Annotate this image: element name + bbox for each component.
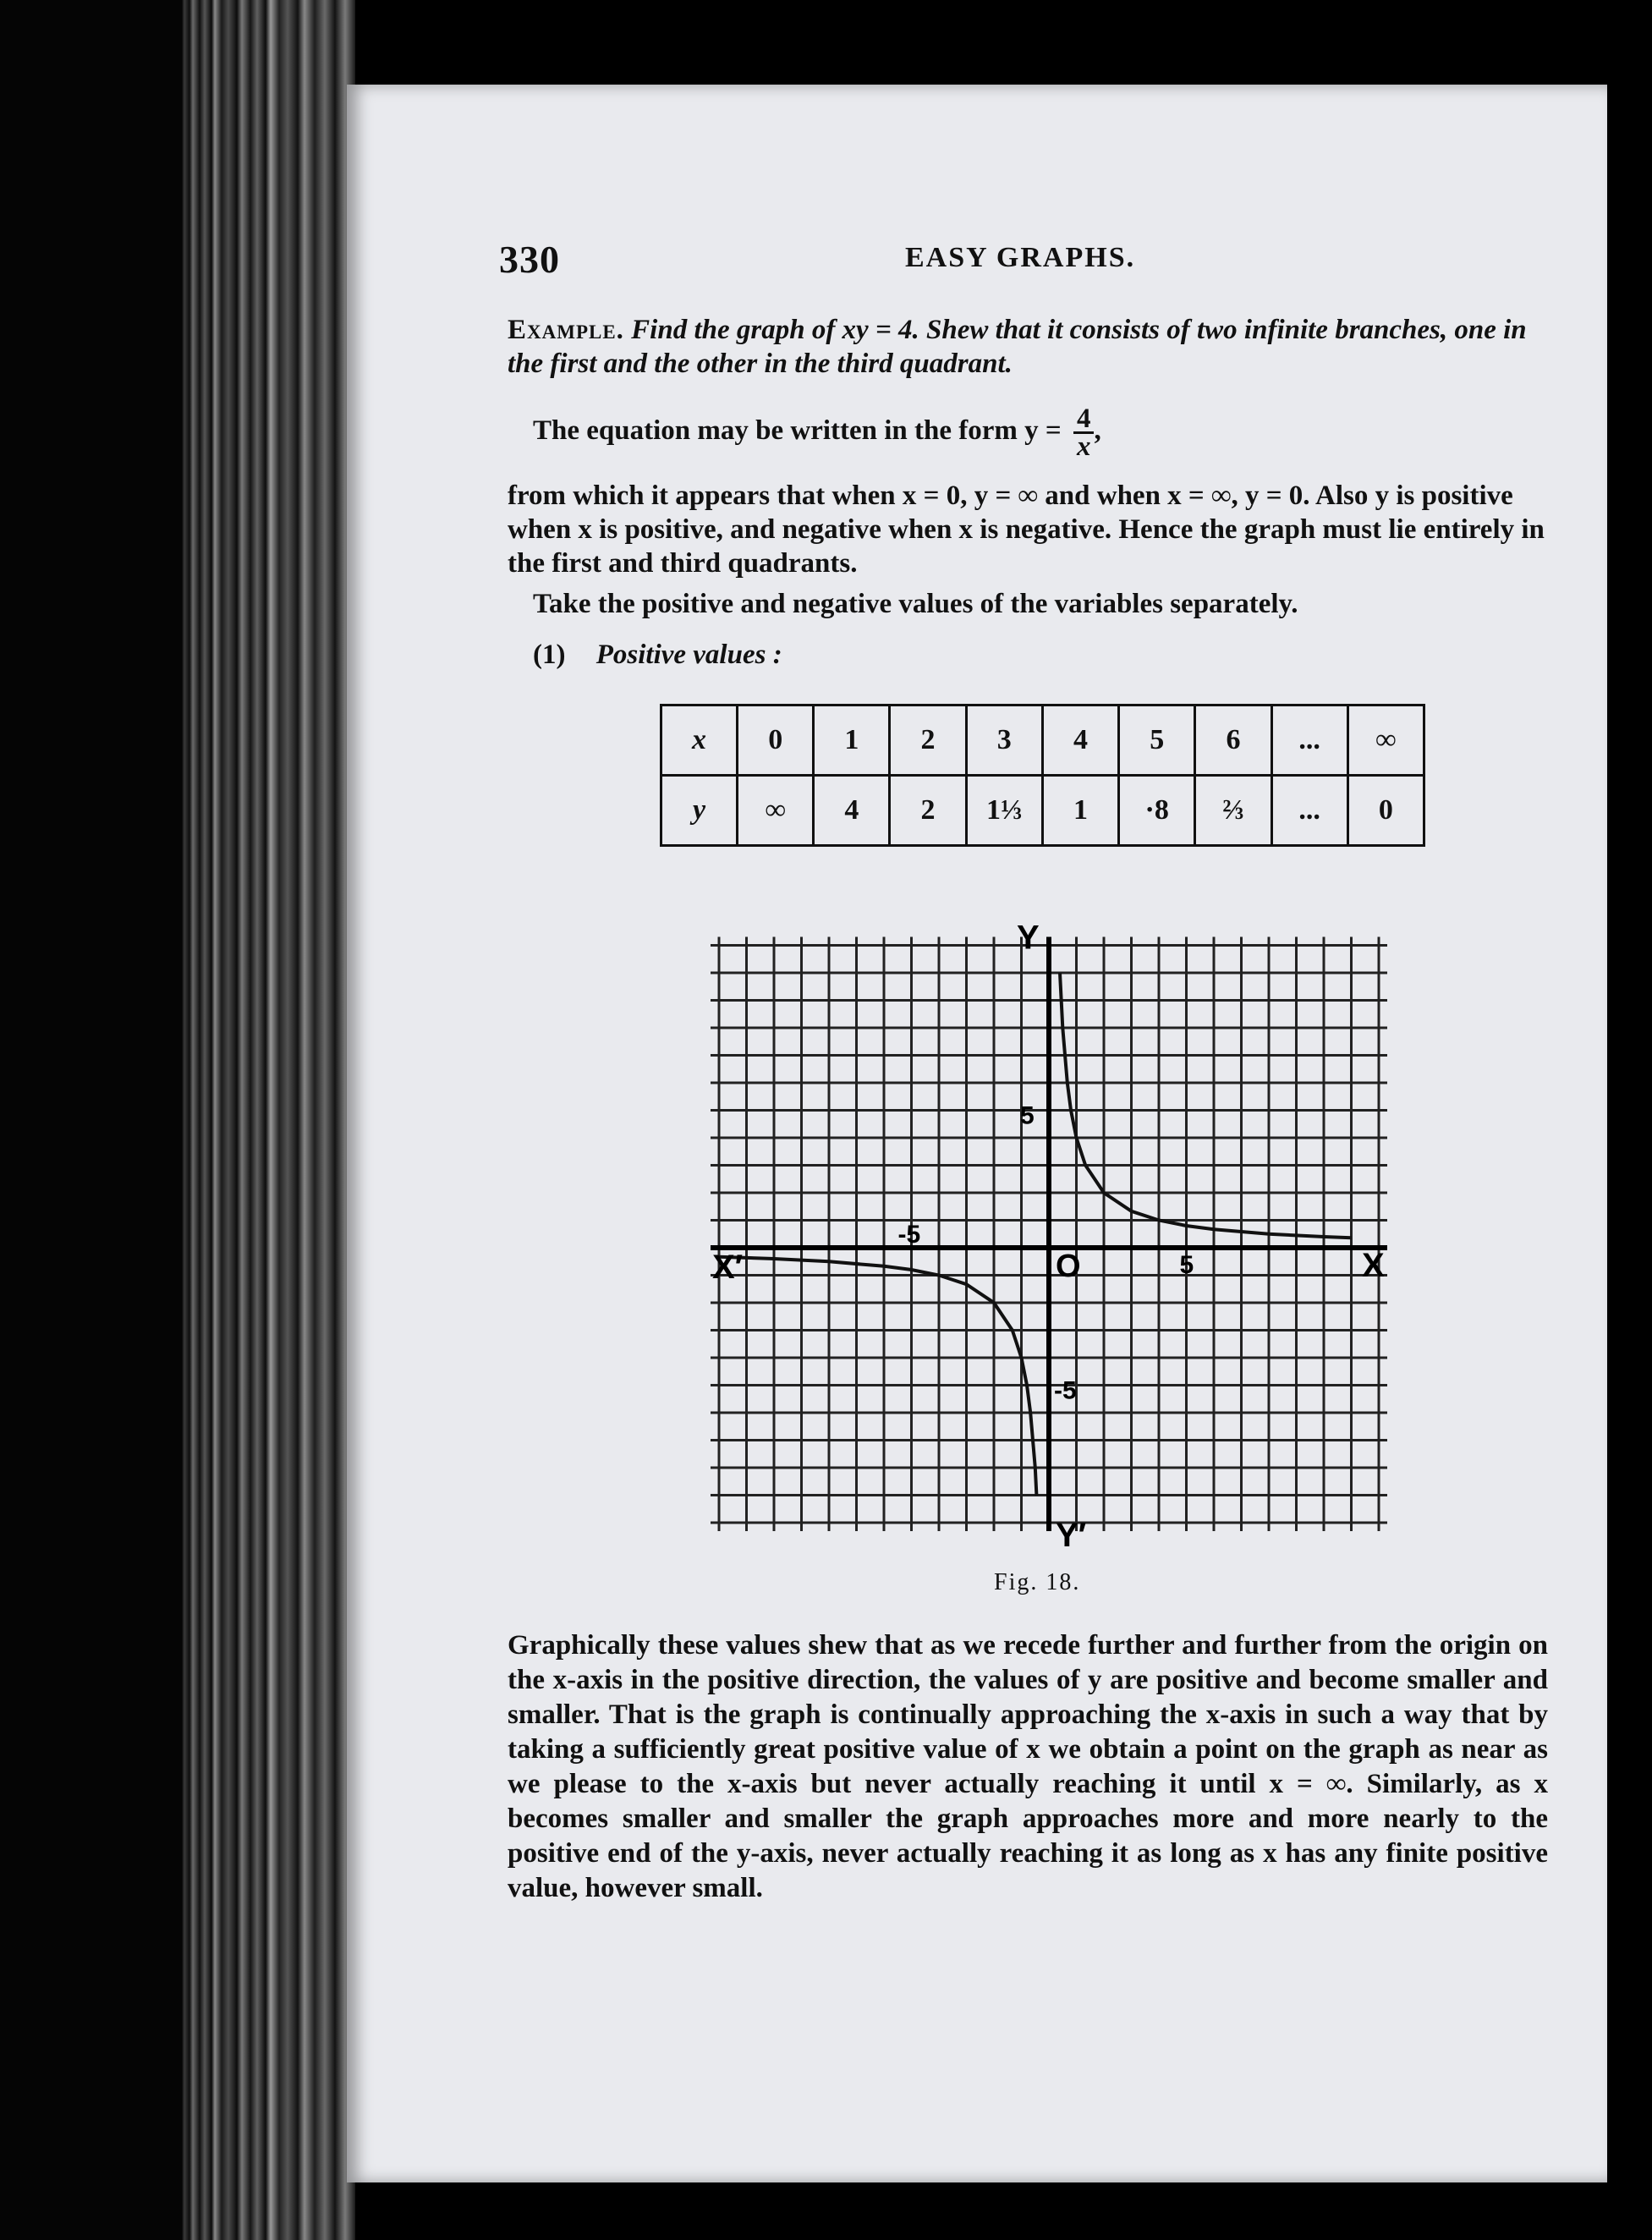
- table-cell: 3: [966, 705, 1042, 776]
- hyperbola-branch-2: [719, 1257, 1036, 1496]
- figure-caption: Fig. 18.: [994, 1569, 1081, 1595]
- table-cell: ·8: [1119, 776, 1195, 846]
- table-cell: 5: [1119, 705, 1195, 776]
- table-cell: 2: [890, 705, 966, 776]
- label-y-top: Y: [1017, 919, 1040, 957]
- row-label-y: y: [661, 776, 738, 846]
- book-gutter: [0, 0, 355, 2240]
- curves: [719, 973, 1352, 1496]
- table-cell: ...: [1271, 776, 1347, 846]
- page-number: 330: [499, 238, 560, 281]
- table-cell: ∞: [738, 776, 814, 846]
- label-y-bottom: Y′: [1056, 1517, 1087, 1554]
- equation-trailing: ,: [1094, 415, 1101, 447]
- label-x-left: X′: [712, 1249, 744, 1286]
- label-origin: O: [1056, 1249, 1081, 1284]
- fraction-numerator: 4: [1073, 406, 1095, 434]
- fraction-denominator: x: [1076, 431, 1091, 462]
- paragraph-1: from which it appears that when x = 0, y = ∞ and when x = ∞, y = 0. Also y is positive when x is positive, and negative when x is negative. Hence the graph must lie entirely in the first and third quadrants.: [508, 480, 1545, 579]
- heading-number: (1): [533, 640, 566, 670]
- table-cell: 4: [814, 776, 890, 846]
- scan-right-edge: [1607, 0, 1652, 2240]
- example-statement: Find the graph of xy = 4. Shew that it consists of two infinite branches, one in the first and the other in the third quadrant.: [508, 315, 1527, 379]
- heading-label: Positive values :: [595, 640, 782, 670]
- table-cell: ...: [1271, 705, 1347, 776]
- tick-label-x-pos: 5: [1179, 1251, 1194, 1279]
- table-cell: 0: [738, 705, 814, 776]
- paragraph-2: Graphically these values shew that as we recede further and further from the origin on the x-axis in the positive direction, the values of y are positive and become smaller and smaller. That is the graph is continually approaching the x-axis in such a way that by taking a sufficiently great positive value of x we obtain a point on the graph as near as we please to the x-axis but never actually reaching it until x = ∞. Similarly, as x becomes smaller and smaller the graph approaches more and more nearly to the positive end of the y-axis, never actually reaching it as long as x has any finite positive value, however small.: [508, 1630, 1548, 1903]
- table-cell: 4: [1042, 705, 1118, 776]
- take-line: Take the positive and negative values of the variables separately.: [533, 589, 1298, 619]
- example-paragraph: [508, 313, 1565, 381]
- table-cell: 1: [814, 705, 890, 776]
- table-cell: 2: [890, 776, 966, 846]
- table-row-x: [661, 705, 1424, 776]
- example-lead: Example.: [508, 315, 624, 345]
- values-table: [660, 704, 1425, 847]
- running-title: EASY GRAPHS.: [905, 242, 1136, 273]
- table-cell: 1: [1042, 776, 1118, 846]
- table-row-y: [661, 776, 1424, 846]
- row-label-x: x: [661, 705, 738, 776]
- tick-label-y-pos: 5: [1020, 1101, 1035, 1130]
- table-cell: 0: [1347, 776, 1424, 846]
- table-cell: 6: [1195, 705, 1271, 776]
- table-cell: ⅔: [1195, 776, 1271, 846]
- hyperbola-graph: [685, 914, 1413, 1556]
- fraction: [1073, 404, 1095, 462]
- table-cell: 1⅓: [966, 776, 1042, 846]
- equation-line: [508, 404, 1590, 462]
- positive-values-heading: [508, 638, 1590, 672]
- tick-label-x-neg: -5: [897, 1221, 921, 1249]
- equation-text: The equation may be written in the form y =: [533, 415, 1062, 447]
- tick-label-y-neg: -5: [1054, 1376, 1077, 1405]
- table-cell: ∞: [1347, 705, 1424, 776]
- label-x-right: X: [1362, 1247, 1385, 1284]
